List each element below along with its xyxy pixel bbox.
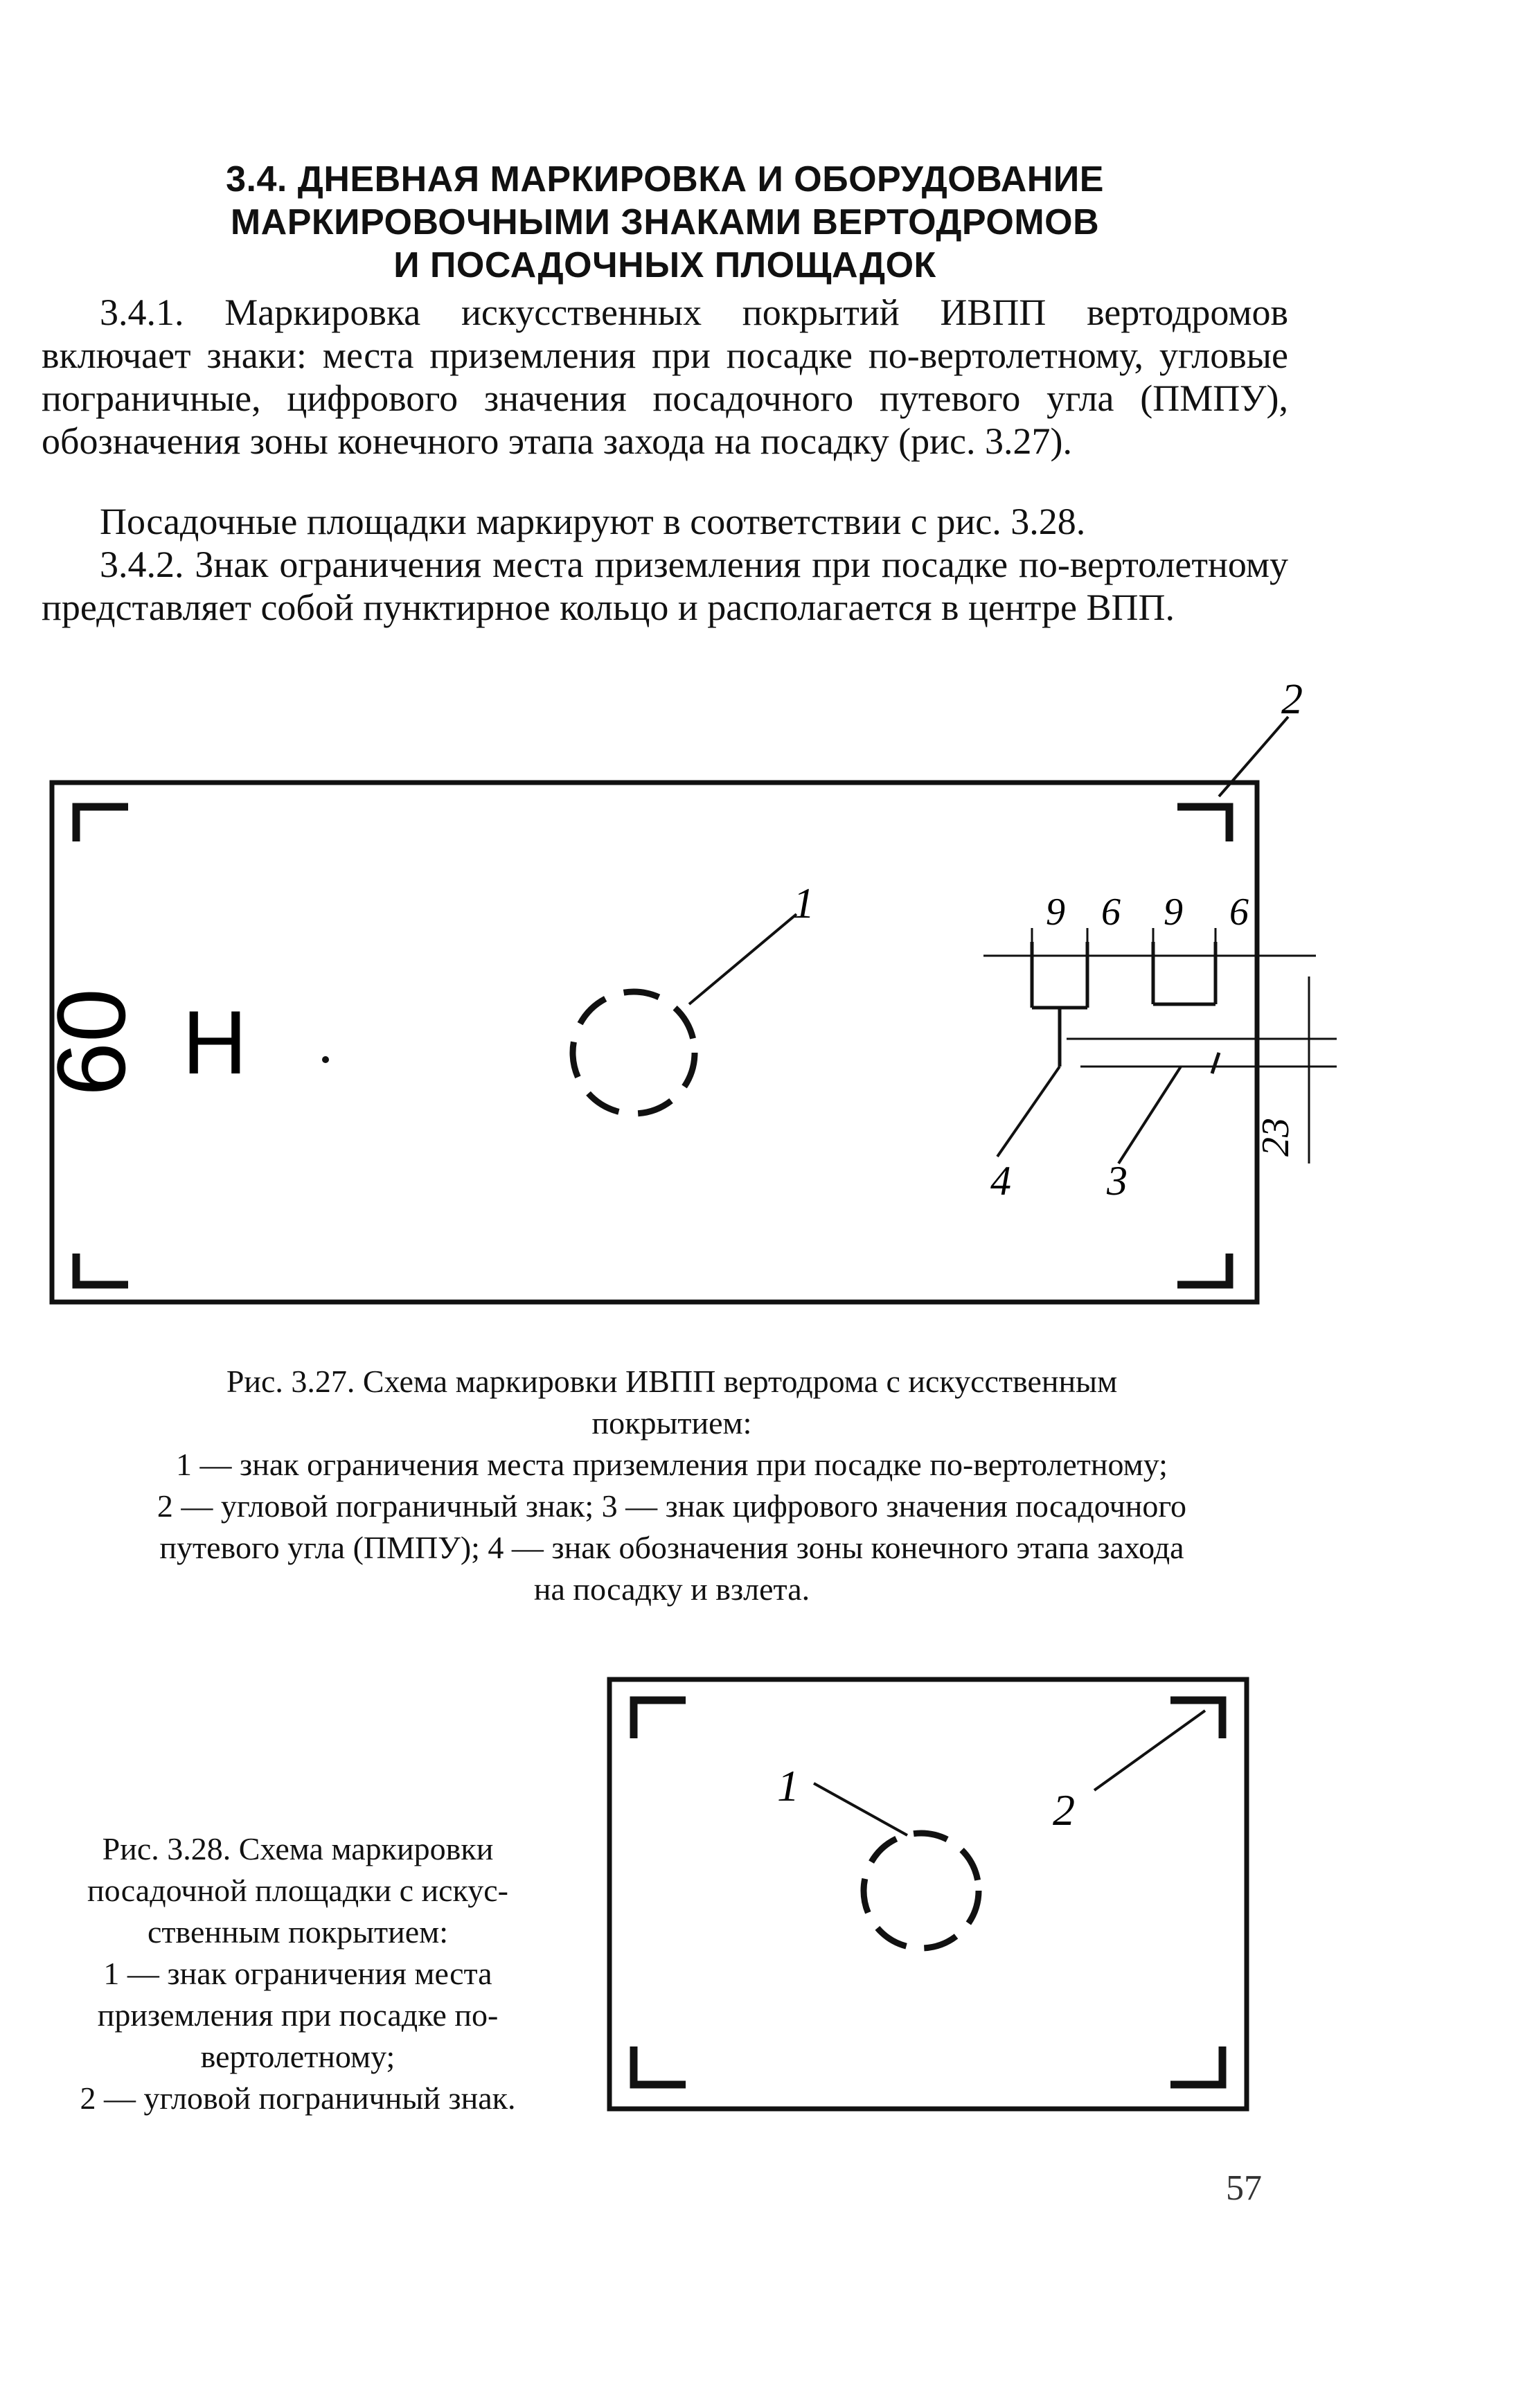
corner-boundary-marks (634, 1700, 1222, 2085)
paragraph-landing-sites (42, 500, 1288, 543)
paragraph-3-4-1 (42, 291, 1288, 463)
leader-line-1 (814, 1783, 907, 1835)
leader-line-1 (689, 914, 796, 1004)
corner-mark-top-left (76, 807, 128, 841)
touchdown-ring-mark (864, 1833, 979, 1948)
corner-mark-top-right (1170, 1700, 1222, 1738)
section-heading (159, 158, 1170, 287)
callout-4: 4 (990, 1158, 1011, 1204)
designator-letter: Н (182, 992, 247, 1093)
landing-site-outline (609, 1679, 1247, 2109)
callout-1: 1 (793, 880, 814, 927)
dim-6-a: 6 (1101, 891, 1121, 934)
caption-title-2: покрытием: (591, 1405, 752, 1441)
figure-3-27-diagram (0, 679, 1532, 1344)
caption-line-1: Рис. 3.28. Схема маркировки (102, 1831, 494, 1866)
heading-line-2: МАРКИРОВОЧНЫМИ ЗНАКАМИ ВЕРТОДРОМОВ (230, 202, 1100, 242)
paragraph-text: 3.4.1. Маркировка искусственных покрытий ИВПП вертодромов включает знаки: места приземления при посадке по-вертолетному, угловые пограничные, цифрового значения посадочного путевого угла (ПМПУ), обозначения зоны конечного этапа захода на посадку (рис. 3.27). (42, 292, 1288, 462)
touchdown-ring-mark (573, 992, 695, 1114)
dimension-labels (1046, 891, 1297, 1157)
caption-item-2c: на посадку и взлета. (533, 1571, 810, 1607)
callout-2: 2 (1281, 679, 1303, 723)
leader-line-2 (1094, 1711, 1205, 1790)
caption-line-4: 1 — знак ограничения места (103, 1956, 492, 1991)
caption-item-2b: путевого угла (ПМПУ); 4 — знак обозначения зоны конечного этапа захода (159, 1530, 1184, 1565)
caption-line-3: ственным покрытием: (147, 1914, 449, 1950)
page-number: 57 (1226, 2168, 1262, 2208)
caption-item-2a: 2 — угловой пограничный знак; 3 — знак цифрового значения посадочного (157, 1488, 1187, 1524)
runway-designator (37, 988, 145, 1096)
caption-item-1: 1 — знак ограничения места приземления при посадке по-вертолетному; (176, 1447, 1168, 1482)
dim-9-a: 9 (1046, 891, 1065, 934)
heading-line-3: И ПОСАДОЧНЫХ ПЛОЩАДОК (393, 245, 936, 285)
caption-line-6: вертолетному; (200, 2039, 395, 2074)
corner-boundary-marks (76, 807, 1229, 1285)
paragraph-3-4-2 (42, 543, 1288, 629)
paragraph-text: 3.4.2. Знак ограничения места приземления при посадке по-вертолетному представляет собой пунктирное кольцо и располагается в центре ВПП. (42, 544, 1288, 628)
caption-line-2: посадочной площадки с искус- (87, 1873, 508, 1908)
caption-title-1: Рис. 3.27. Схема маркировки ИВПП вертодрома с искусственным (226, 1364, 1118, 1399)
figure-3-28-caption (42, 1828, 554, 2119)
corner-mark-bottom-right (1177, 1254, 1229, 1285)
corner-mark-top-left (634, 1700, 686, 1738)
heading-line-1: 3.4. ДНЕВНАЯ МАРКИРОВКА И ОБОРУДОВАНИЕ (226, 159, 1104, 199)
dim-9-b: 9 (1164, 891, 1183, 934)
callout-1: 1 (777, 1761, 799, 1810)
figure-3-28-diagram (596, 1662, 1261, 2133)
callout-2: 2 (1053, 1785, 1075, 1835)
paragraph-text: Посадочные площадки маркируют в соответствии с рис. 3.28. (100, 501, 1086, 542)
caption-line-5: приземления при посадке по- (97, 1997, 499, 2033)
corner-mark-top-right (1177, 807, 1229, 841)
dim-6-b: 6 (1229, 891, 1249, 934)
corner-mark-bottom-right (1170, 2046, 1222, 2085)
corner-mark-bottom-left (76, 1254, 128, 1285)
caption-line-7: 2 — угловой пограничный знак. (80, 2080, 516, 2116)
figure-3-27-caption (55, 1361, 1288, 1610)
designator-number: 60 (37, 988, 145, 1096)
corner-mark-bottom-left (634, 2046, 686, 2085)
dim-23: 23 (1254, 1118, 1297, 1157)
callout-3: 3 (1107, 1158, 1128, 1204)
